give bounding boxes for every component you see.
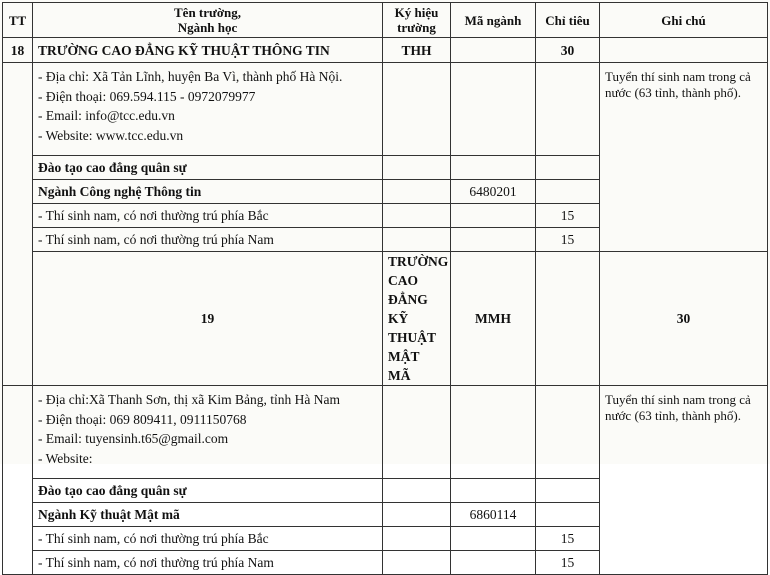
website-line: - Website:: [38, 450, 93, 466]
empty-cell: [536, 503, 600, 527]
school-name: TRƯỜNG CAO ĐẲNG KỸ THUẬT THÔNG TIN: [33, 38, 383, 63]
school-quota: 30: [600, 252, 768, 386]
empty-cell: [451, 228, 536, 252]
empty-cell: [383, 551, 451, 575]
quota-value: 15: [536, 551, 600, 575]
school-code: THH: [383, 38, 451, 63]
empty-cell: [536, 180, 600, 204]
major-code: 6480201: [451, 180, 536, 204]
email-line: - Email: tuyensinh.t65@gmail.com: [38, 431, 229, 446]
school-row: [3, 38, 768, 63]
tt-spacer: [3, 63, 33, 386]
school-info-row: [3, 386, 768, 479]
empty-cell: [451, 551, 536, 575]
header-name-line1: Tên trường,: [174, 5, 241, 20]
empty-cell: [536, 252, 600, 386]
school-tt: 18: [3, 38, 33, 63]
quota-label: - Thí sinh nam, có nơi thường trú phía Nam: [33, 228, 383, 252]
header-code: [383, 3, 451, 38]
quota-label: - Thí sinh nam, có nơi thường trú phía Bắc: [33, 527, 383, 551]
quota-value: 15: [536, 527, 600, 551]
empty-cell: [383, 156, 451, 180]
empty-cell: [536, 479, 600, 503]
empty-cell: [451, 479, 536, 503]
empty-cell: [383, 204, 451, 228]
school-tt: 19: [33, 252, 383, 386]
school-info-row: [3, 63, 768, 156]
address-line: - Địa chỉ:Xã Thanh Sơn, thị xã Kim Bảng, tỉnh Hà Nam: [38, 392, 340, 407]
training-label: Đào tạo cao đẳng quân sự: [33, 156, 383, 180]
empty-cell: [383, 386, 451, 479]
empty-cell: [383, 527, 451, 551]
quota-value: 15: [536, 204, 600, 228]
phone-line: - Điện thoại: 069.594.115 - 0972079977: [38, 88, 256, 104]
header-quota: Chỉ tiêu: [536, 3, 600, 38]
school-info: [33, 386, 383, 479]
empty-cell: [451, 38, 536, 63]
empty-cell: [451, 386, 536, 479]
header-code-line1: Ký hiệu: [394, 5, 439, 20]
header-name: [33, 3, 383, 38]
major-name: Ngành Kỹ thuật Mật mã: [33, 503, 383, 527]
header-tt: TT: [3, 3, 33, 38]
school-note: Tuyển thí sinh nam trong cả nước (63 tỉnh, thành phố).: [600, 386, 768, 575]
quota-value: 15: [536, 228, 600, 252]
empty-cell: [451, 527, 536, 551]
empty-cell: [383, 479, 451, 503]
empty-cell: [383, 503, 451, 527]
header-note: Ghi chú: [600, 3, 768, 38]
tt-spacer: [3, 386, 33, 575]
header-major-code: Mã ngành: [451, 3, 536, 38]
header-row: [3, 3, 768, 38]
school-info: [33, 63, 383, 156]
school-row: [3, 252, 768, 386]
empty-cell: [536, 386, 600, 479]
empty-cell: [600, 38, 768, 63]
address-line: - Địa chỉ: Xã Tản Lĩnh, huyện Ba Vì, thành phố Hà Nội.: [38, 69, 343, 84]
website-line: - Website: www.tcc.edu.vn: [38, 127, 184, 143]
school-name: TRƯỜNG CAO ĐẲNG KỸ THUẬT MẬT MÃ: [383, 252, 451, 386]
training-label: Đào tạo cao đẳng quân sự: [33, 479, 383, 503]
major-code: 6860114: [451, 503, 536, 527]
header-name-line2: Ngành học: [177, 20, 238, 35]
empty-cell: [383, 180, 451, 204]
school-code: MMH: [451, 252, 536, 386]
header-code-line2: trường: [397, 20, 436, 35]
school-note: Tuyển thí sinh nam trong cả nước (63 tỉnh, thành phố).: [600, 63, 768, 252]
quota-label: - Thí sinh nam, có nơi thường trú phía Bắc: [33, 204, 383, 228]
major-name: Ngành Công nghệ Thông tin: [33, 180, 383, 204]
empty-cell: [451, 156, 536, 180]
admission-table: [2, 2, 768, 575]
empty-cell: [383, 228, 451, 252]
phone-line: - Điện thoại: 069 809411, 0911150768: [38, 411, 247, 427]
empty-cell: [536, 156, 600, 180]
school-quota: 30: [536, 38, 600, 63]
empty-cell: [536, 63, 600, 156]
quota-label: - Thí sinh nam, có nơi thường trú phía Nam: [33, 551, 383, 575]
empty-cell: [451, 204, 536, 228]
empty-cell: [451, 63, 536, 156]
empty-cell: [383, 63, 451, 156]
email-line: - Email: info@tcc.edu.vn: [38, 108, 175, 123]
